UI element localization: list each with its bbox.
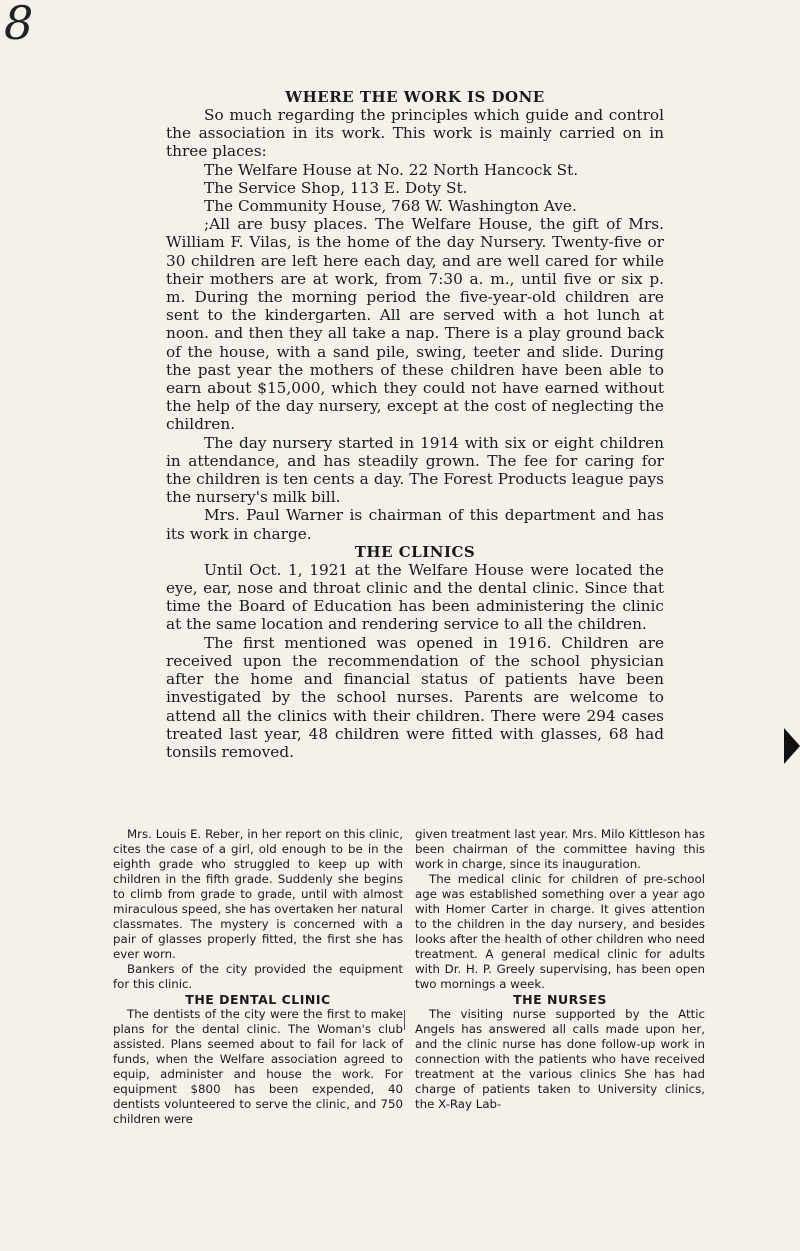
two-column-section [113, 827, 705, 1127]
right-column [415, 827, 705, 1127]
main-article [166, 88, 664, 761]
paragraph-clinics-stats: The first mentioned was opened in 1916. Children are received upon the recommendation of the school physician after the home and financial status of patients have been investigated by the school nurses. Parents are welcome to attend all the clinics with their children. There were 294 cases treated last year, 48 children were fitted with glasses, 68 had tonsils removed. [166, 633, 664, 761]
paragraph-clinics-history: Until Oct. 1, 1921 at the Welfare House were located the eye, ear, nose and throat clinic and the dental clinic. Since that time the Board of Education has been administering the clinic at the same location and rendering service to all the children. [166, 560, 664, 634]
left-column [113, 827, 403, 1127]
heading-where-work-done: WHERE THE WORK IS DONE [285, 88, 545, 106]
scan-edge-mark [784, 728, 800, 764]
paragraph-welfare-house: ;All are busy places. The Welfare House, the gift of Mrs. William F. Vilas, is the home of the day Nursery. Twenty-five or 30 children are left here each day, and are well cared for while their mothers are at work, from 7:30 a. m., until five or six p. m. During the morning period the five-year-old children are sent to the kindergarten. All are served with a hot lunch at noon. and then they all take a nap. There is a play ground back of the house, with a sand pile, swing, teeter and slide. During the past year the mothers of these children have been able to earn about $15,000, which they could not have earned without the help of the day nursery, except at the cost of neglecting the children. [166, 215, 664, 434]
paragraph-intro: So much regarding the principles which guide and control the association in its work. This work is mainly carried on in three places: [166, 106, 664, 161]
paragraph-nurses: The visiting nurse supported by the Attic Angels has answered all calls made upon her, and the clinic nurse has done follow-up work in connection with the patients who have received treatment at the various clinics She has had charge of patients taken to University clinics, the X-Ray Lab- [415, 1007, 705, 1111]
paragraph-dental-continued: given treatment last year. Mrs. Milo Kittleson has been chairman of the committee having this work in charge, since its inauguration. [415, 827, 705, 871]
page-number: 8 [4, 0, 34, 50]
paragraph-dental-clinic: The dentists of the city were the first to make plans for the dental clinic. The Woman's club assisted. Plans seemed about to fail for lack of funds, when the Welfare association agreed to equip, administer and house the work. For equipment $800 has been expended, 40 dentists volunteered to serve the clinic, and 750 children were [113, 1007, 403, 1126]
paragraph-chairman: Mrs. Paul Warner is chairman of this department and has its work in charge. [166, 506, 664, 543]
heading-clinics: THE CLINICS [354, 542, 476, 561]
address-service-shop: The Service Shop, 113 E. Doty St. [204, 178, 468, 197]
paragraph-bankers: Bankers of the city provided the equipment for this clinic. [113, 962, 403, 991]
heading-dental-clinic: THE DENTAL CLINIC [185, 992, 331, 1007]
paragraph-medical-clinic: The medical clinic for children of pre-school age was established something over a year ago with Homer Carter in charge. It gives attention to the children in the day nursery, and besides looks after the health of other children who need treatment. A general medical clinic for adults with Dr. H. P. Greely supervising, has been open two mornings a week. [415, 872, 705, 991]
heading-nurses: THE NURSES [513, 992, 607, 1007]
column-divider [404, 1010, 405, 1030]
paragraph-day-nursery: The day nursery started in 1914 with six or eight children in attendance, and has steadily grown. The fee for caring for the children is ten cents a day. The Forest Products league pays the nursery's milk bill. [166, 433, 664, 507]
address-community-house: The Community House, 768 W. Washington Ave. [204, 197, 577, 216]
address-welfare-house: The Welfare House at No. 22 North Hancock St. [204, 160, 579, 179]
paragraph-reber-report: Mrs. Louis E. Reber, in her report on this clinic, cites the case of a girl, old enough to be in the eighth grade who struggled to keep up with children in the fifth grade. Suddenly she begins to climb from grade to grade, until with almost miraculous speed, she has overtaken her natural classmates. The mystery is concerned with a pair of glasses properly fitted, the first she has ever worn. [113, 827, 403, 961]
